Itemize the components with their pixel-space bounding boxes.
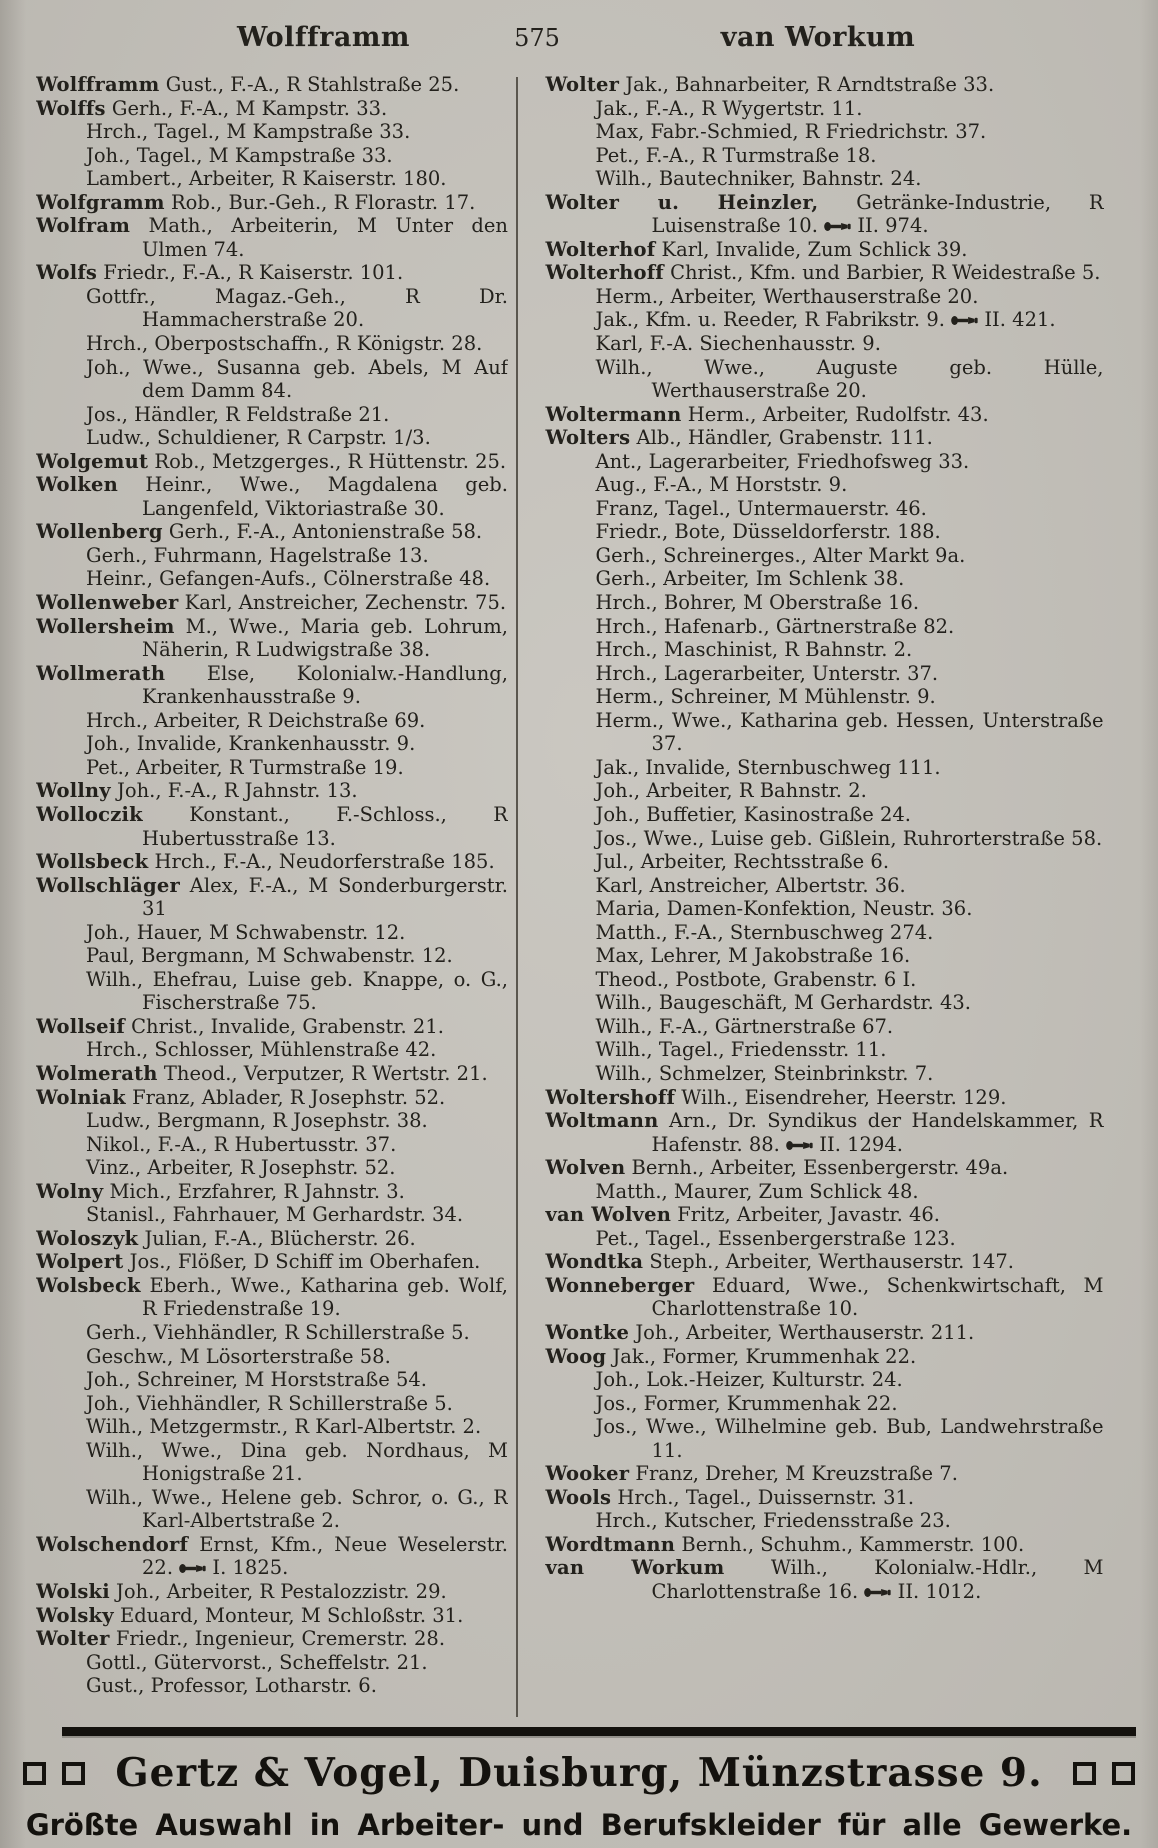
directory-entry: Herm., Wwe., Katharina geb. Hessen, Unterstraße 37. (546, 709, 1104, 756)
directory-entry: Wolfs Friedr., F.-A., R Kaiserstr. 101. (36, 261, 404, 285)
ditto-dash (36, 1038, 86, 1062)
ditto-dash (546, 473, 596, 497)
square-ornament-icon (1112, 1762, 1135, 1785)
surname: Woloszyk (36, 1226, 139, 1250)
square-ornament-icon (23, 1762, 46, 1785)
ditto-dash (546, 308, 596, 332)
directory-entry: Matth., F.-A., Sternbuschweg 274. (546, 921, 1104, 945)
ditto-dash (546, 1227, 596, 1251)
directory-entry: Joh., Lok.-Heizer, Kulturstr. 24. (546, 1368, 1104, 1392)
surname: Wondtka (545, 1250, 644, 1274)
ditto-dash (36, 1392, 86, 1416)
directory-entry: Gottl., Gütervorst., Scheffelstr. 21. (36, 1651, 508, 1675)
directory-entry: Joh., Viehhändler, R Schillerstraße 5. (36, 1392, 508, 1416)
ditto-dash (546, 921, 596, 945)
directory-entry: Wilh., Baugeschäft, M Gerhardstr. 43. (546, 991, 1104, 1015)
directory-entry: Max, Lehrer, M Jakobstraße 16. (546, 944, 1104, 968)
ditto-dash (36, 356, 86, 380)
directory-entry: Joh., Schreiner, M Horststraße 54. (36, 1368, 508, 1392)
directory-entry: Wolffs Gerh., F.-A., M Kampstr. 33. (36, 96, 388, 120)
surname: Wolmerath (36, 1061, 158, 1085)
ditto-dash (546, 685, 596, 709)
directory-entry: Wolniak Franz, Ablader, R Josephstr. 52. (36, 1085, 446, 1109)
directory-entry: Wilh., Wwe., Auguste geb. Hülle, Werthauserstraße 20. (546, 356, 1104, 403)
directory-entry: Wilh., Tagel., Friedensstr. 11. (546, 1038, 1104, 1062)
ad-subline: Größte Auswahl in Arbeiter- und Berufskleider für alle Gewerke. (25, 1808, 1133, 1842)
ditto-dash (546, 591, 596, 615)
directory-entry: Karl, F.-A. Siechenhausstr. 9. (546, 332, 1104, 356)
ditto-dash (546, 1415, 596, 1439)
surname: Woltmann (545, 1109, 659, 1133)
ditto-dash (546, 144, 596, 168)
ditto-dash (546, 332, 596, 356)
directory-entry: Joh., Arbeiter, R Bahnstr. 2. (546, 779, 1104, 803)
directory-entry: Pet., Arbeiter, R Turmstraße 19. (36, 756, 508, 780)
ditto-dash (546, 544, 596, 568)
ditto-dash (546, 850, 596, 874)
directory-entry: Woltershoff Wilh., Eisendreher, Heerstr. 129. (545, 1085, 1007, 1109)
directory-entry: Jak., F.-A., R Wygertstr. 11. (546, 97, 1104, 121)
directory-entry: Gerh., Fuhrmann, Hagelstraße 13. (36, 544, 508, 568)
ditto-dash (546, 827, 596, 851)
directory-entry: Wordtmann Bernh., Schuhm., Kammerstr. 100. (545, 1532, 1025, 1556)
surname: Wolffs (36, 96, 106, 120)
ditto-dash (36, 1415, 86, 1439)
surname: van Wolven (545, 1203, 672, 1227)
directory-entry: Woog Jak., Former, Krummenhak 22. (545, 1344, 917, 1368)
surname: Wolgemut (36, 449, 149, 473)
directory-entry: Wollenberg Gerh., F.-A., Antonienstraße 58. (36, 520, 483, 544)
directory-entry: Woltermann Herm., Arbeiter, Rudolfstr. 43. (545, 402, 989, 426)
surname: Wonneberger (545, 1273, 695, 1297)
square-ornament-icon (1073, 1762, 1096, 1785)
directory-entry: van Wolven Fritz, Arbeiter, Javastr. 46. (545, 1203, 941, 1227)
directory-entry: Wolschendorf Ernst, Kfm., Neue Weselerstr. 22. I. 1825. (36, 1532, 508, 1580)
surname: Wolfram (36, 214, 131, 238)
ditto-dash (546, 167, 596, 191)
directory-entry: Karl, Anstreicher, Albertstr. 36. (546, 874, 1104, 898)
surname: Wolschendorf (36, 1532, 189, 1556)
surname: Wolsbeck (36, 1273, 141, 1297)
directory-entry: Wolfram Math., Arbeiterin, M Unter den Ulmen 74. (36, 214, 508, 261)
surname: Wolters (545, 426, 631, 450)
telephone-icon (864, 1587, 891, 1598)
directory-entry: Wondtka Steph., Arbeiter, Werthauserstr. 147. (545, 1250, 1014, 1274)
directory-entry: Wilh., Metzgermstr., R Karl-Albertstr. 2. (36, 1415, 508, 1439)
directory-entry: Wollmerath Else, Kolonialw.-Handlung, Krankenhausstraße 9. (36, 661, 508, 709)
ditto-dash (546, 897, 596, 921)
ditto-dash (546, 779, 596, 803)
directory-entry: Lambert., Arbeiter, R Kaiserstr. 180. (36, 167, 508, 191)
surname: Wolpert (36, 1250, 124, 1274)
surname: Wolter (545, 73, 620, 96)
surname: Wontke (545, 1320, 630, 1344)
directory-entry: Woltmann Arn., Dr. Syndikus der Handelskammer, R Hafenstr. 88. II. 1294. (545, 1109, 1104, 1156)
surname: Wolfframm (36, 73, 160, 96)
directory-entry: Geschw., M Lösorterstraße 58. (36, 1345, 508, 1369)
ditto-dash (36, 567, 86, 591)
ditto-dash (546, 756, 596, 780)
directory-entry: Gust., Professor, Lotharstr. 6. (36, 1674, 508, 1698)
directory-entry: Hrch., Bohrer, M Oberstraße 16. (546, 591, 1104, 615)
ditto-dash (546, 944, 596, 968)
ditto-dash (36, 1133, 86, 1157)
ditto-dash (36, 732, 86, 756)
ditto-dash (36, 1203, 86, 1227)
directory-entry: Hrch., Kutscher, Friedensstraße 23. (546, 1509, 1104, 1533)
directory-entry: Wolfgramm Rob., Bur.-Geh., R Florastr. 17. (36, 190, 476, 214)
directory-entry: Wontke Joh., Arbeiter, Werthauserstr. 211. (545, 1320, 975, 1344)
directory-entry: Pet., Tagel., Essenbergerstraße 123. (546, 1227, 1104, 1251)
ditto-dash (36, 921, 86, 945)
directory-entry: Joh., Invalide, Krankenhausstr. 9. (36, 732, 508, 756)
surname: Wollmerath (36, 661, 166, 685)
page-number: 575 (514, 24, 560, 52)
telephone-icon (824, 221, 851, 232)
surname: Wooker (545, 1462, 630, 1486)
ditto-dash (36, 1486, 86, 1510)
directory-entry: Jos., Wwe., Luise geb. Gißlein, Ruhrorterstraße 58. (546, 827, 1104, 851)
directory-entry: Wolters Alb., Händler, Grabenstr. 111. (545, 426, 933, 450)
directory-entry: Wolsky Eduard, Monteur, M Schloßstr. 31. (36, 1603, 464, 1627)
ditto-dash (546, 874, 596, 898)
directory-entry: Gerh., Arbeiter, Im Schlenk 38. (546, 567, 1104, 591)
directory-entry: Joh., Tagel., M Kampstraße 33. (36, 144, 508, 168)
ditto-dash (36, 968, 86, 992)
ditto-dash (546, 615, 596, 639)
surname: Wollny (36, 779, 111, 803)
directory-entry: Ludw., Bergmann, R Josephstr. 38. (36, 1109, 508, 1133)
surname: Wollseif (36, 1014, 125, 1038)
directory-entry: Woloszyk Julian, F.-A., Blücherstr. 26. (36, 1226, 416, 1250)
directory-entry: Max, Fabr.-Schmied, R Friedrichstr. 37. (546, 120, 1104, 144)
ditto-dash (36, 120, 86, 144)
directory-entry: Hrch., Maschinist, R Bahnstr. 2. (546, 638, 1104, 662)
ditto-dash (36, 944, 86, 968)
directory-entry: Wolmerath Theod., Verputzer, R Wertstr. 21. (36, 1061, 488, 1085)
ditto-dash (546, 1509, 596, 1533)
ditto-dash (36, 1651, 86, 1675)
surname: Wolterhof (545, 237, 656, 261)
left-column (36, 73, 508, 1721)
footer-rule (62, 1727, 1136, 1736)
directory-entry: Franz, Tagel., Untermauerstr. 46. (546, 497, 1104, 521)
directory-entry: Wolsbeck Eberh., Wwe., Katharina geb. Wolf, R Friedenstraße 19. (36, 1273, 508, 1321)
surname: Woog (545, 1344, 607, 1368)
directory-entry: Hrch., Tagel., M Kampstraße 33. (36, 120, 508, 144)
surname: Wollersheim (36, 614, 175, 638)
ditto-dash (546, 450, 596, 474)
directory-entry: Gerh., Schreinerges., Alter Markt 9a. (546, 544, 1104, 568)
surname: Wolken (36, 473, 119, 497)
ditto-dash (546, 285, 596, 309)
directory-entry: Wolven Bernh., Arbeiter, Essenbergerstr. 49a. (545, 1156, 1009, 1180)
square-ornament-icon (62, 1762, 85, 1785)
ditto-dash (546, 968, 596, 992)
surname: Wolloczik (36, 802, 143, 826)
directory-entry: Paul, Bergmann, M Schwabenstr. 12. (36, 944, 508, 968)
directory-entry: Jak., Kfm. u. Reeder, R Fabrikstr. 9. II. 421. (546, 308, 1104, 332)
ditto-dash (36, 144, 86, 168)
ditto-dash (546, 356, 596, 380)
ditto-dash (36, 426, 86, 450)
directory-entry: Hrch., Oberpostschaffn., R Königstr. 28. (36, 332, 508, 356)
ditto-dash (546, 1015, 596, 1039)
directory-entry: Vinz., Arbeiter, R Josephstr. 52. (36, 1156, 508, 1180)
directory-entry: Joh., Buffetier, Kasinostraße 24. (546, 803, 1104, 827)
directory-entry: Herm., Schreiner, M Mühlenstr. 9. (546, 685, 1104, 709)
ditto-dash (546, 991, 596, 1015)
directory-entry: Jul., Arbeiter, Rechtsstraße 6. (546, 850, 1104, 874)
ditto-dash (546, 567, 596, 591)
surname: Wollenweber (36, 591, 179, 615)
telephone-icon (786, 1140, 813, 1151)
directory-entry: Herm., Arbeiter, Werthauserstraße 20. (546, 285, 1104, 309)
directory-entry: Jos., Wwe., Wilhelmine geb. Bub, Landwehrstraße 11. (546, 1415, 1104, 1462)
ditto-dash (546, 1038, 596, 1062)
directory-entry: Wooker Franz, Dreher, M Kreuzstraße 7. (545, 1462, 958, 1486)
surname: Wollenberg (36, 520, 163, 544)
directory-entry: Wolloczik Konstant., F.-Schloss., R Hubertusstraße 13. (36, 802, 508, 850)
directory-entry: Aug., F.-A., M Horststr. 9. (546, 473, 1104, 497)
directory-columns (36, 73, 1128, 1721)
directory-entry: Wollny Joh., F.-A., R Jahnstr. 13. (36, 779, 358, 803)
surname: Wolsky (36, 1603, 114, 1627)
ditto-dash (546, 1392, 596, 1416)
page-header (36, 22, 1128, 53)
ditto-dash (36, 756, 86, 780)
square-ornaments-right (1073, 1762, 1135, 1785)
ditto-dash (36, 709, 86, 733)
surname: van Workum (545, 1556, 725, 1580)
directory-entry: Wolter u. Heinzler, Getränke-Industrie, R Luisenstraße 10. II. 974. (545, 190, 1104, 238)
ditto-dash (36, 1156, 86, 1180)
directory-entry: Wonneberger Eduard, Wwe., Schenkwirtschaft, M Charlottenstraße 10. (545, 1273, 1104, 1321)
directory-entry: Wolpert Jos., Flößer, D Schiff im Oberhafen. (36, 1250, 481, 1274)
directory-entry: Wollsbeck Hrch., F.-A., Neudorferstraße 185. (36, 850, 495, 874)
directory-entry: Wools Hrch., Tagel., Duissernstr. 31. (545, 1485, 915, 1509)
ditto-dash (36, 1674, 86, 1698)
surname: Wolniak (36, 1085, 126, 1109)
ditto-dash (36, 167, 86, 191)
surname: Woltermann (545, 402, 682, 426)
advertisement-footer (0, 1727, 1158, 1848)
directory-entry: Friedr., Bote, Düsseldorferstr. 188. (546, 520, 1104, 544)
directory-entry: Wilh., Schmelzer, Steinbrinkstr. 7. (546, 1062, 1104, 1086)
surname: Wolven (545, 1156, 626, 1180)
square-ornaments-left (23, 1762, 85, 1785)
directory-entry: Wolski Joh., Arbeiter, R Pestalozzistr. 29. (36, 1580, 447, 1603)
directory-entry: Hrch., Lagerarbeiter, Unterstr. 37. (546, 662, 1104, 686)
directory-entry: Joh., Wwe., Susanna geb. Abels, M Auf dem Damm 84. (36, 356, 508, 403)
directory-entry: Hrch., Hafenarb., Gärtnerstraße 82. (546, 615, 1104, 639)
directory-entry: Wilh., Wwe., Dina geb. Nordhaus, M Honigstraße 21. (36, 1439, 508, 1486)
directory-entry: Jos., Händler, R Feldstraße 21. (36, 403, 508, 427)
telephone-icon (179, 1563, 206, 1574)
directory-entry: Hrch., Arbeiter, R Deichstraße 69. (36, 709, 508, 733)
ditto-dash (546, 520, 596, 544)
directory-entry: Wolter Friedr., Ingenieur, Cremerstr. 28. (36, 1627, 446, 1651)
ad-headline-row (0, 1750, 1158, 1796)
ditto-dash (546, 803, 596, 827)
directory-entry: Ludw., Schuldiener, R Carpstr. 1/3. (36, 426, 508, 450)
ditto-dash (546, 1368, 596, 1392)
directory-entry: Matth., Maurer, Zum Schlick 48. (546, 1180, 1104, 1204)
directory-entry: Wolgemut Rob., Metzgerges., R Hüttenstr. 25. (36, 449, 507, 473)
ditto-dash (546, 497, 596, 521)
surname: Wolski (36, 1580, 110, 1603)
directory-entry: Wollschläger Alex, F.-A., M Sonderburgerstr. 31 (36, 873, 508, 921)
surname: Wolterhoff (545, 261, 664, 285)
header-right-catchword: van Workum (720, 22, 916, 53)
ditto-dash (36, 1439, 86, 1463)
directory-entry: Wolterhoff Christ., Kfm. und Barbier, R Weidestraße 5. (545, 261, 1101, 285)
surname: Wolfs (36, 261, 98, 285)
directory-entry: Wollersheim M., Wwe., Maria geb. Lohrum, Näherin, R Ludwigstraße 38. (36, 614, 508, 662)
ditto-dash (546, 638, 596, 662)
telephone-icon (951, 315, 978, 326)
directory-entry: Gerh., Viehhändler, R Schillerstraße 5. (36, 1321, 508, 1345)
ditto-dash (36, 544, 86, 568)
header-left-catchword: Wolfframm (237, 22, 410, 53)
ditto-dash (36, 403, 86, 427)
ditto-dash (546, 97, 596, 121)
ditto-dash (36, 285, 86, 309)
directory-entry: van Workum Wilh., Kolonialw.-Hdlr., M Charlottenstraße 16. II. 1012. (545, 1556, 1104, 1603)
directory-entry: Wilh., Bautechniker, Bahnstr. 24. (546, 167, 1104, 191)
directory-entry: Wolny Mich., Erzfahrer, R Jahnstr. 3. (36, 1179, 405, 1203)
surname: Wolfgramm (36, 190, 165, 214)
directory-entry: Wilh., Wwe., Helene geb. Schror, o. G., R Karl-Albertstraße 2. (36, 1486, 508, 1533)
surname: Wolter (36, 1627, 110, 1651)
ditto-dash (36, 1345, 86, 1369)
directory-entry: Wolterhof Karl, Invalide, Zum Schlick 39. (545, 237, 968, 261)
directory-entry: Wolter Jak., Bahnarbeiter, R Arndtstraße 33. (545, 73, 995, 96)
ditto-dash (36, 1368, 86, 1392)
directory-entry: Theod., Postbote, Grabenstr. 6 I. (546, 968, 1104, 992)
surname: Wordtmann (545, 1532, 676, 1556)
ditto-dash (36, 332, 86, 356)
directory-entry: Wollseif Christ., Invalide, Grabenstr. 21. (36, 1014, 444, 1038)
surname: Wolny (36, 1179, 104, 1203)
ditto-dash (546, 709, 596, 733)
directory-entry: Wollenweber Karl, Anstreicher, Zechenstr. 75. (36, 591, 507, 615)
directory-entry: Wolken Heinr., Wwe., Magdalena geb. Langenfeld, Viktoriastraße 30. (36, 473, 508, 520)
directory-entry: Jos., Former, Krummenhak 22. (546, 1392, 1104, 1416)
directory-entry: Stanisl., Fahrhauer, M Gerhardstr. 34. (36, 1203, 508, 1227)
directory-entry: Wilh., F.-A., Gärtnerstraße 67. (546, 1015, 1104, 1039)
ditto-dash (546, 120, 596, 144)
directory-entry: Jak., Invalide, Sternbuschweg 111. (546, 756, 1104, 780)
surname: Woltershoff (545, 1085, 676, 1109)
directory-entry: Pet., F.-A., R Turmstraße 18. (546, 144, 1104, 168)
surname: Wollschläger (36, 873, 180, 897)
directory-entry: Hrch., Schlosser, Mühlenstraße 42. (36, 1038, 508, 1062)
ditto-dash (546, 662, 596, 686)
directory-entry: Maria, Damen-Konfektion, Neustr. 36. (546, 897, 1104, 921)
surname: Wolter u. Heinzler, (545, 190, 819, 214)
directory-entry: Nikol., F.-A., R Hubertusstr. 37. (36, 1133, 508, 1157)
ditto-dash (546, 1062, 596, 1086)
surname: Wollsbeck (36, 850, 149, 874)
ad-headline: Gertz & Vogel, Duisburg, Münzstrasse 9. (115, 1750, 1043, 1796)
surname: Wools (545, 1485, 612, 1509)
directory-entry: Wolfframm Gust., F.-A., R Stahlstraße 25. (36, 73, 460, 96)
ditto-dash (546, 1180, 596, 1204)
right-column (518, 73, 1104, 1721)
directory-entry: Ant., Lagerarbeiter, Friedhofsweg 33. (546, 450, 1104, 474)
directory-entry: Gottfr., Magaz.-Geh., R Dr. Hammacherstraße 20. (36, 285, 508, 332)
directory-entry: Joh., Hauer, M Schwabenstr. 12. (36, 921, 508, 945)
ditto-dash (36, 1321, 86, 1345)
ditto-dash (36, 1109, 86, 1133)
directory-entry: Heinr., Gefangen-Aufs., Cölnerstraße 48. (36, 567, 508, 591)
directory-entry: Wilh., Ehefrau, Luise geb. Knappe, o. G., Fischerstraße 75. (36, 968, 508, 1015)
